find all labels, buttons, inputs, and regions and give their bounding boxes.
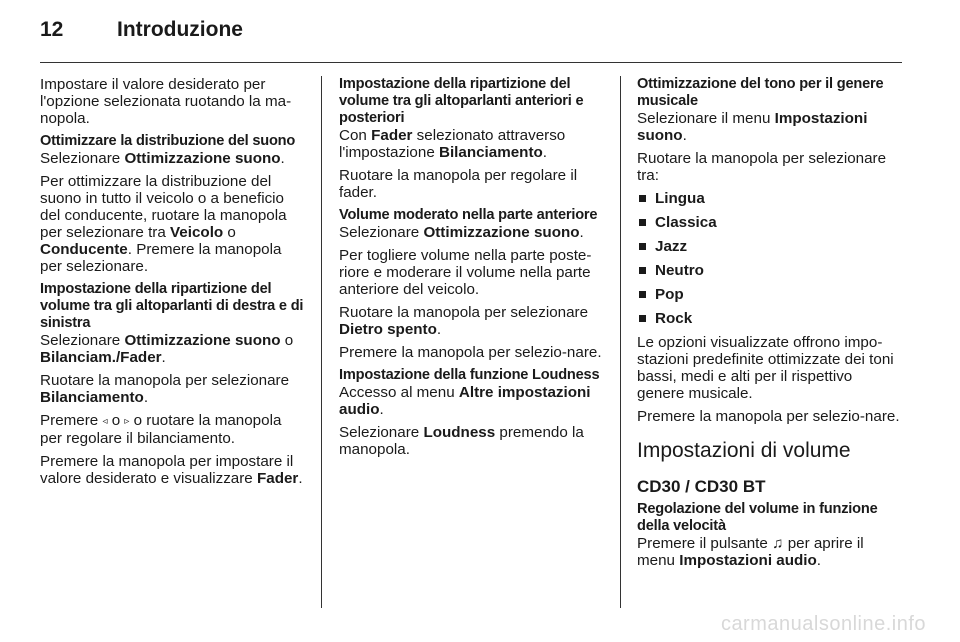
heading: Regolazione del volume in funzione della velocità bbox=[637, 501, 878, 534]
paragraph: Ruotare la manopola per selezionare Dietro spento. bbox=[339, 304, 589, 338]
paragraph: Accesso al menu Altre impostazioni audio. bbox=[339, 384, 591, 418]
column-3 bbox=[637, 76, 902, 575]
subsection-title: CD30 / CD30 BT bbox=[637, 477, 766, 496]
list-item: Pop bbox=[637, 286, 902, 303]
paragraph: Per ottimizzare la distribuzione del suono in tutto il veicolo o a beneficio del conducente, ruotare la manopola per selezionare tra Veicolo o Conducente. Premere la manopola per selezionare. bbox=[40, 173, 287, 275]
square-bullet-icon bbox=[639, 243, 646, 250]
paragraph: Premere la manopola per selezio-nare. bbox=[637, 408, 900, 425]
square-bullet-icon bbox=[639, 219, 646, 226]
square-bullet-icon bbox=[639, 195, 646, 202]
column-divider bbox=[620, 76, 621, 608]
left-arrow-icon: ◃ bbox=[102, 416, 108, 427]
heading: Impostazione della ripartizione del volume tra gli altoparlanti di destra e di sinistra bbox=[40, 281, 304, 331]
paragraph: Selezionare Ottimizzazione suono o Bilanciam./Fader. bbox=[40, 332, 294, 366]
heading: Impostazione della ripartizione del volume tra gli altoparlanti anteriori e posteriori bbox=[339, 76, 584, 126]
paragraph: Ruotare la manopola per selezionare Bilanciamento. bbox=[40, 372, 290, 406]
paragraph: Selezionare Ottimizzazione suono. bbox=[339, 224, 584, 241]
heading: Ottimizzare la distribuzione del suono bbox=[40, 133, 296, 149]
square-bullet-icon bbox=[639, 291, 646, 298]
right-arrow-icon: ▹ bbox=[124, 416, 130, 427]
paragraph: Selezionare il menu Impostazioni suono. bbox=[637, 110, 868, 144]
heading: Volume moderato nella parte anteriore bbox=[339, 207, 598, 223]
paragraph: Selezionare Loudness premendo la manopola. bbox=[339, 424, 584, 458]
genre-list bbox=[637, 190, 902, 327]
heading: Ottimizzazione del tono per il genere musicale bbox=[637, 76, 884, 109]
paragraph: Ruotare la manopola per selezionare tra: bbox=[637, 150, 887, 184]
header-rule bbox=[40, 62, 902, 63]
paragraph: Le opzioni visualizzate offrono impo-stazioni predefinite ottimizzate dei toni bassi, medi e alti per il rispettivo genere musicale. bbox=[637, 334, 894, 402]
paragraph: Premere la manopola per impostare il valore desiderato e visualizzare Fader. bbox=[40, 453, 303, 487]
section-title: Impostazioni di volume bbox=[637, 439, 851, 462]
list-item: Lingua bbox=[637, 190, 902, 207]
paragraph: Selezionare Ottimizzazione suono. bbox=[40, 150, 285, 167]
paragraph: Premere la manopola per selezio-nare. bbox=[339, 344, 602, 361]
list-item: Jazz bbox=[637, 238, 902, 255]
square-bullet-icon bbox=[639, 267, 646, 274]
watermark: carmanualsonline.info bbox=[720, 613, 926, 635]
paragraph: Impostare il valore desiderato per l'opzione selezionata ruotando la ma-nopola. bbox=[40, 76, 292, 127]
square-bullet-icon bbox=[639, 315, 646, 322]
list-item: Classica bbox=[637, 214, 902, 231]
paragraph: Premere ◃ o ▹ o ruotare la manopola per regolare il bilanciamento. bbox=[40, 412, 282, 447]
column-1 bbox=[40, 76, 304, 493]
page-number: 12 bbox=[40, 18, 64, 41]
paragraph: Ruotare la manopola per regolare il fader. bbox=[339, 167, 578, 201]
paragraph: Con Fader selezionato attraverso l'impostazione Bilanciamento. bbox=[339, 127, 566, 161]
paragraph: Premere il pulsante ♫ per aprire il menu Impostazioni audio. bbox=[637, 535, 864, 569]
list-item: Rock bbox=[637, 310, 902, 327]
column-2 bbox=[339, 76, 605, 464]
music-note-icon: ♫ bbox=[772, 535, 784, 552]
list-item: Neutro bbox=[637, 262, 902, 279]
paragraph: Per togliere volume nella parte poste-riore e moderare il volume nella parte anteriore del veicolo. bbox=[339, 247, 592, 298]
column-divider bbox=[321, 76, 322, 608]
page-title: Introduzione bbox=[117, 18, 243, 41]
heading: Impostazione della funzione Loudness bbox=[339, 367, 600, 383]
